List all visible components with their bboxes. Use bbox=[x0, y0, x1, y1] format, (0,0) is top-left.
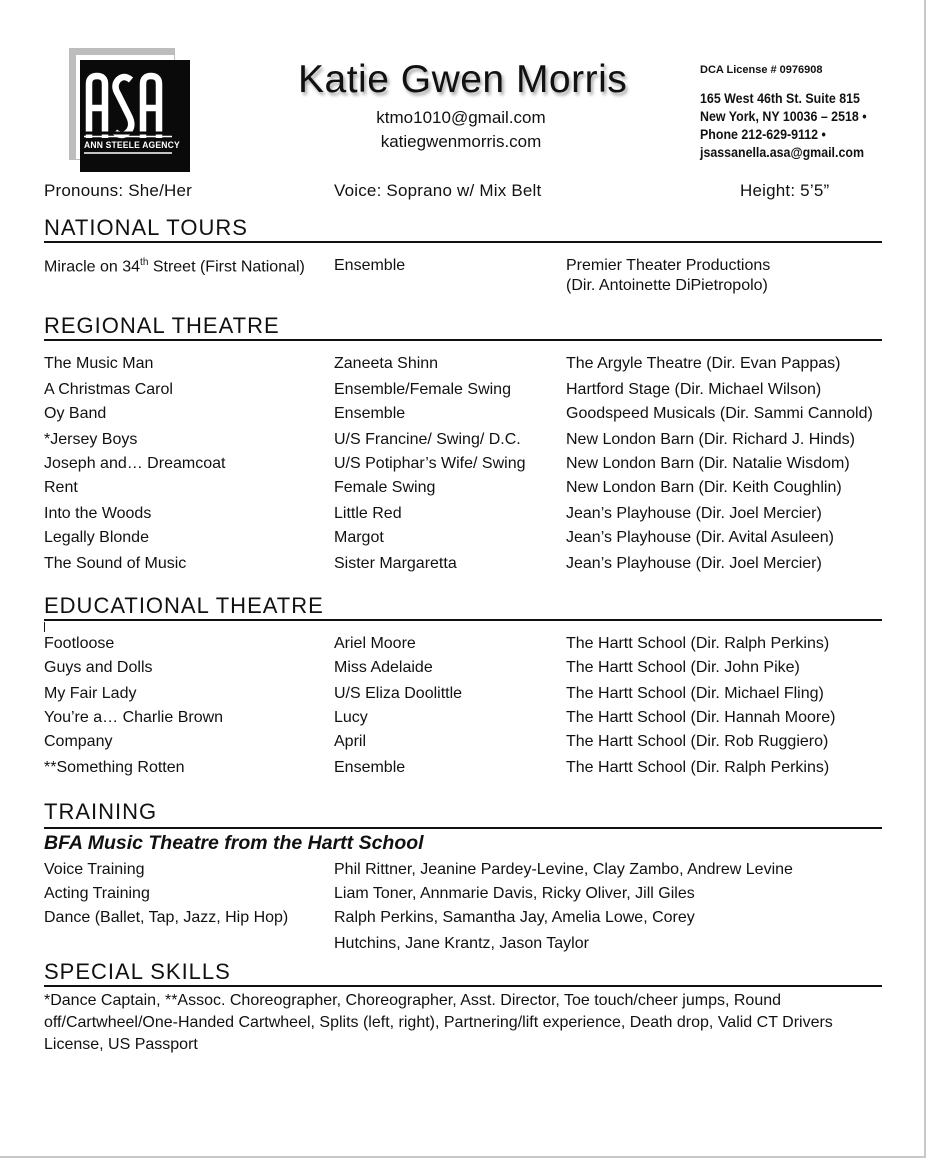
voice-type: Voice: Soprano w/ Mix Belt bbox=[334, 181, 542, 200]
credit-company: Goodspeed Musicals (Dir. Sammi Cannold) bbox=[566, 405, 873, 422]
pronouns: Pronouns: She/Her bbox=[44, 181, 192, 200]
email: ktmo1010@gmail.com bbox=[376, 108, 546, 127]
credit-role: U/S Francine/ Swing/ D.C. bbox=[334, 431, 521, 448]
training-teachers: Ralph Perkins, Samantha Jay, Amelia Lowe, Corey bbox=[334, 909, 695, 926]
credit-role: U/S Potiphar’s Wife/ Swing bbox=[334, 455, 526, 472]
training-area: Acting Training bbox=[44, 885, 150, 902]
credit-show: Footloose bbox=[44, 635, 115, 652]
credit-role: Lucy bbox=[334, 709, 368, 726]
credit-role: Margot bbox=[334, 529, 384, 546]
agency-email: jsassanella.asa@gmail.com bbox=[700, 145, 865, 160]
credit-role: Ensemble/Female Swing bbox=[334, 381, 511, 398]
credit-company: The Hartt School (Dir. Hannah Moore) bbox=[566, 709, 836, 726]
logo-box bbox=[80, 60, 190, 172]
credit-role: Little Red bbox=[334, 505, 402, 522]
agency-address-line1: 165 West 46th St. Suite 815 bbox=[700, 91, 860, 106]
credit-show: My Fair Lady bbox=[44, 685, 137, 702]
credit-company: Jean’s Playhouse (Dir. Joel Mercier) bbox=[566, 555, 822, 572]
cursor-mark bbox=[44, 622, 45, 632]
asa-logo-letters bbox=[80, 60, 190, 172]
website: katiegwenmorris.com bbox=[380, 132, 542, 151]
credit-role: Sister Margaretta bbox=[334, 555, 457, 572]
credit-show: *Jersey Boys bbox=[44, 431, 138, 448]
section-rule bbox=[44, 985, 882, 987]
credit-role: Miss Adelaide bbox=[334, 659, 433, 676]
section-heading-national-tours: NATIONAL TOURS bbox=[44, 215, 248, 240]
credit-show: You’re a… Charlie Brown bbox=[44, 709, 224, 726]
credit-company: New London Barn (Dir. Richard J. Hinds) bbox=[566, 431, 856, 448]
section-heading-regional-theatre: REGIONAL THEATRE bbox=[44, 313, 280, 338]
credit-company: The Hartt School (Dir. Rob Ruggiero) bbox=[566, 733, 829, 750]
credit-company: The Argyle Theatre (Dir. Evan Pappas) bbox=[566, 355, 841, 372]
credit-show: Joseph and… Dreamcoat bbox=[44, 455, 226, 472]
training-teachers: Liam Toner, Annmarie Davis, Ricky Oliver, Jill Giles bbox=[334, 885, 695, 902]
credit-company: New London Barn (Dir. Natalie Wisdom) bbox=[566, 455, 850, 472]
section-rule bbox=[44, 339, 882, 341]
agency-address-line2: New York, NY 10036 – 2518 • bbox=[700, 109, 867, 124]
section-rule bbox=[44, 241, 882, 243]
credit-show: Company bbox=[44, 733, 113, 750]
credit-show: Legally Blonde bbox=[44, 529, 149, 546]
dca-license: DCA License # 0976908 bbox=[700, 64, 823, 76]
special-skills-text: *Dance Captain, **Assoc. Choreographer, Choreographer, Asst. Director, Toe touch/cheer jumps, Round off/Cartwheel/One-Handed Cartwheel, Splits (left, right), Partnering/lift experience, Death drop, Valid CT Drivers License, US Passport bbox=[44, 992, 833, 1053]
agency-phone: Phone 212-629-9112 • bbox=[700, 127, 826, 142]
height: Height: 5’5” bbox=[740, 181, 830, 200]
logo-agency-name: ANN STEELE AGENCY bbox=[84, 140, 180, 151]
credit-company: New London Barn (Dir. Keith Coughlin) bbox=[566, 479, 842, 496]
training-teachers-continued: Hutchins, Jane Krantz, Jason Taylor bbox=[334, 935, 589, 952]
credit-company: Jean’s Playhouse (Dir. Avital Asuleen) bbox=[566, 529, 835, 546]
training-teachers: Phil Rittner, Jeanine Pardey-Levine, Clay Zambo, Andrew Levine bbox=[334, 861, 793, 878]
training-area: Dance (Ballet, Tap, Jazz, Hip Hop) bbox=[44, 909, 289, 926]
section-rule bbox=[44, 619, 882, 621]
credit-role: Ensemble bbox=[334, 405, 406, 422]
credit-role: April bbox=[334, 733, 367, 750]
credit-role: Ariel Moore bbox=[334, 635, 416, 652]
credit-role: Female Swing bbox=[334, 479, 436, 496]
credit-show: A Christmas Carol bbox=[44, 381, 173, 398]
credit-show: Oy Band bbox=[44, 405, 107, 422]
credit-show: Rent bbox=[44, 479, 78, 496]
credit-role: U/S Eliza Doolittle bbox=[334, 685, 463, 702]
credit-show: The Sound of Music bbox=[44, 555, 187, 572]
credit-show: Into the Woods bbox=[44, 505, 152, 522]
section-heading-educational-theatre: EDUCATIONAL THEATRE bbox=[44, 593, 324, 618]
credit-company: The Hartt School (Dir. Ralph Perkins) bbox=[566, 759, 830, 776]
credit-company: Jean’s Playhouse (Dir. Joel Mercier) bbox=[566, 505, 822, 522]
training-area: Voice Training bbox=[44, 861, 145, 878]
credit-company: Hartford Stage (Dir. Michael Wilson) bbox=[566, 381, 822, 398]
credit-show: The Music Man bbox=[44, 355, 154, 372]
credit-role: Zaneeta Shinn bbox=[334, 355, 439, 372]
section-heading-special-skills: SPECIAL SKILLS bbox=[44, 959, 231, 984]
credit-company: The Hartt School (Dir. John Pike) bbox=[566, 659, 800, 676]
credit-show: Guys and Dolls bbox=[44, 659, 153, 676]
credit-role: Ensemble bbox=[334, 759, 406, 776]
section-heading-training: TRAINING bbox=[44, 799, 158, 824]
credit-director: (Dir. Antoinette DiPietropolo) bbox=[566, 277, 768, 294]
credit-show: Miracle on 34th Street (First National) bbox=[44, 257, 305, 276]
credit-role: Ensemble bbox=[334, 257, 406, 274]
degree-title: BFA Music Theatre from the Hartt School bbox=[44, 832, 424, 854]
credit-company: The Hartt School (Dir. Michael Fling) bbox=[566, 685, 824, 702]
actor-name: Katie Gwen Morris bbox=[298, 58, 628, 101]
section-rule bbox=[44, 827, 882, 829]
credit-company: Premier Theater Productions bbox=[566, 257, 771, 274]
credit-show: **Something Rotten bbox=[44, 759, 185, 776]
credit-company: The Hartt School (Dir. Ralph Perkins) bbox=[566, 635, 830, 652]
